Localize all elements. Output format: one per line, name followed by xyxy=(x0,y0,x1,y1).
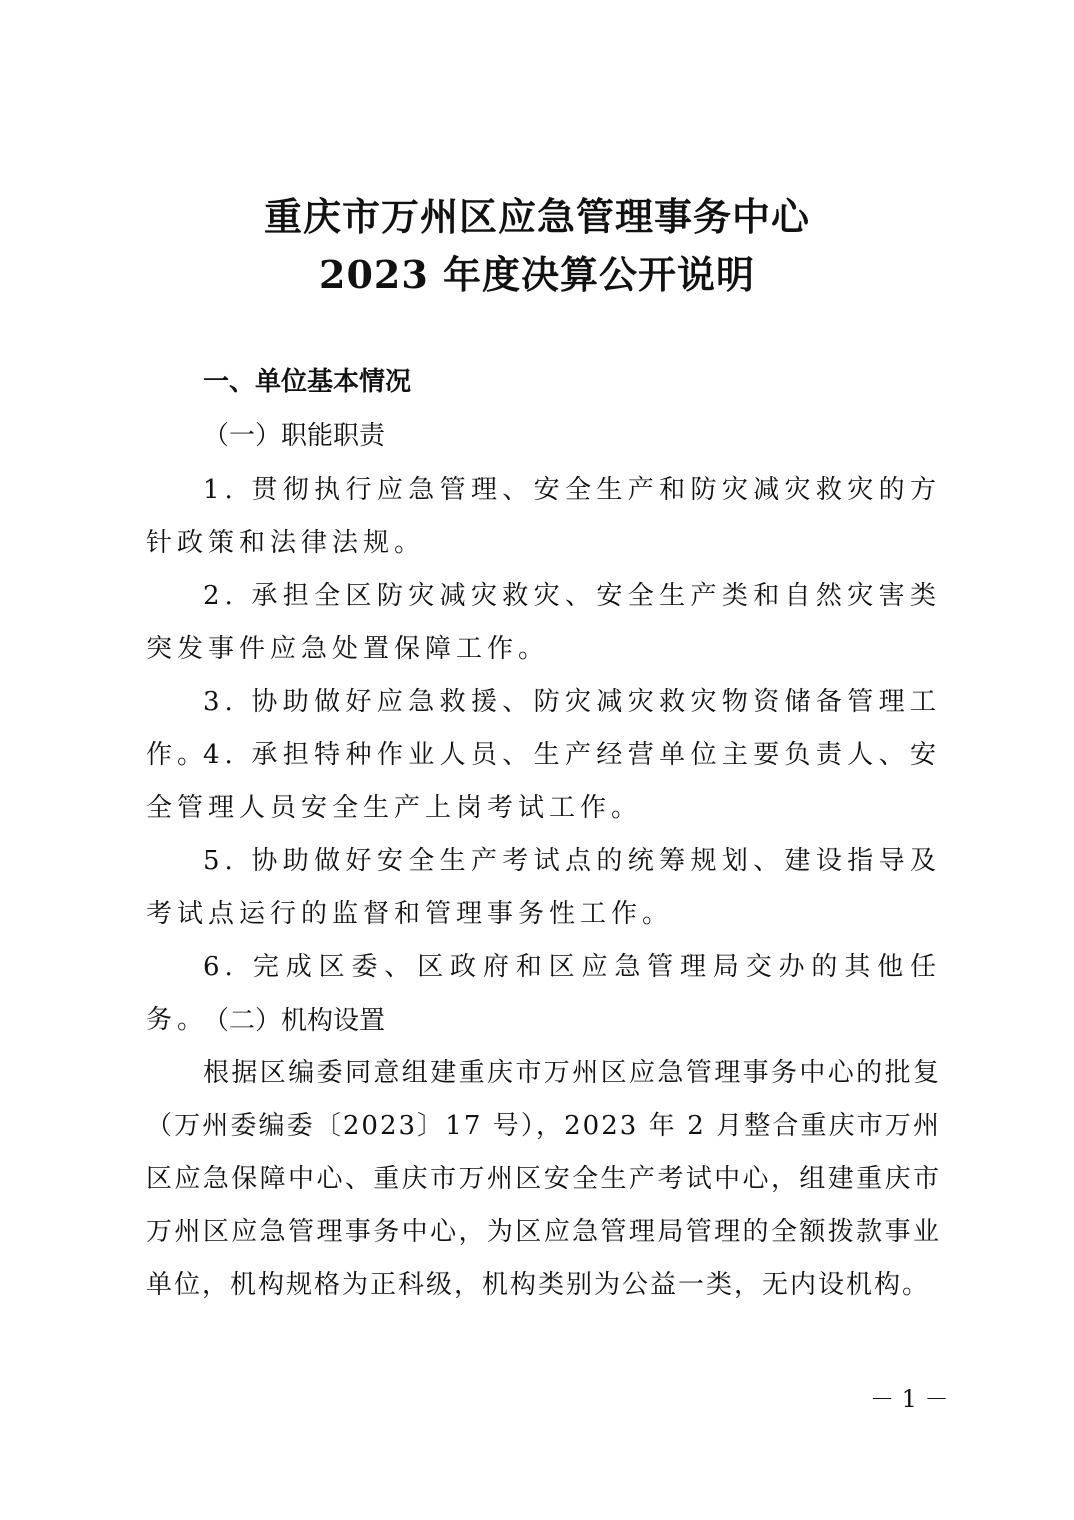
subsection-heading-duties: （一）职能职责 xyxy=(203,421,386,451)
document-title-line2: 2023 年度决算公开说明 xyxy=(319,252,755,297)
page-number: － 1 － xyxy=(870,1385,949,1413)
duty-item-4: 4. 承担特种作业人员、生产经营单位主要负责人、安全管理人员安全生产上岗考试工作。 xyxy=(146,740,941,823)
duty-item-3: 3. 协助做好应急救援、防灾减灾救灾物资储备管理工作。 xyxy=(146,687,941,770)
section-heading-basic-info: 一、单位基本情况 xyxy=(203,367,412,397)
organization-paragraph: 根据区编委同意组建重庆市万州区应急管理事务中心的批复（万州委编委〔2023〕17 号），2023 年 2 月整合重庆市万州区应急保障中心、重庆市万州区安全生产考试中心，组建重庆市万州区应急管理事务中心，为区应急管理局管理的全额拨款事业单位，机构规格为正科级，机构类别为公益一类，无内设机构。 xyxy=(146,1058,941,1300)
duty-item-6: 6. 完成区委、区政府和区应急管理局交办的其他任务。 xyxy=(146,952,941,1035)
document-title-line1: 重庆市万州区应急管理事务中心 xyxy=(263,194,810,239)
duty-item-2: 2. 承担全区防灾减灾救灾、安全生产类和自然灾害类突发事件应急处置保障工作。 xyxy=(146,581,941,664)
duty-item-1: 1. 贯彻执行应急管理、安全生产和防灾减灾救灾的方针政策和法律法规。 xyxy=(146,475,941,558)
duty-item-5: 5. 协助做好安全生产考试点的统筹规划、建设指导及考试点运行的监督和管理事务性工作。 xyxy=(146,846,941,929)
subsection-heading-organization: （二）机构设置 xyxy=(203,1006,386,1036)
